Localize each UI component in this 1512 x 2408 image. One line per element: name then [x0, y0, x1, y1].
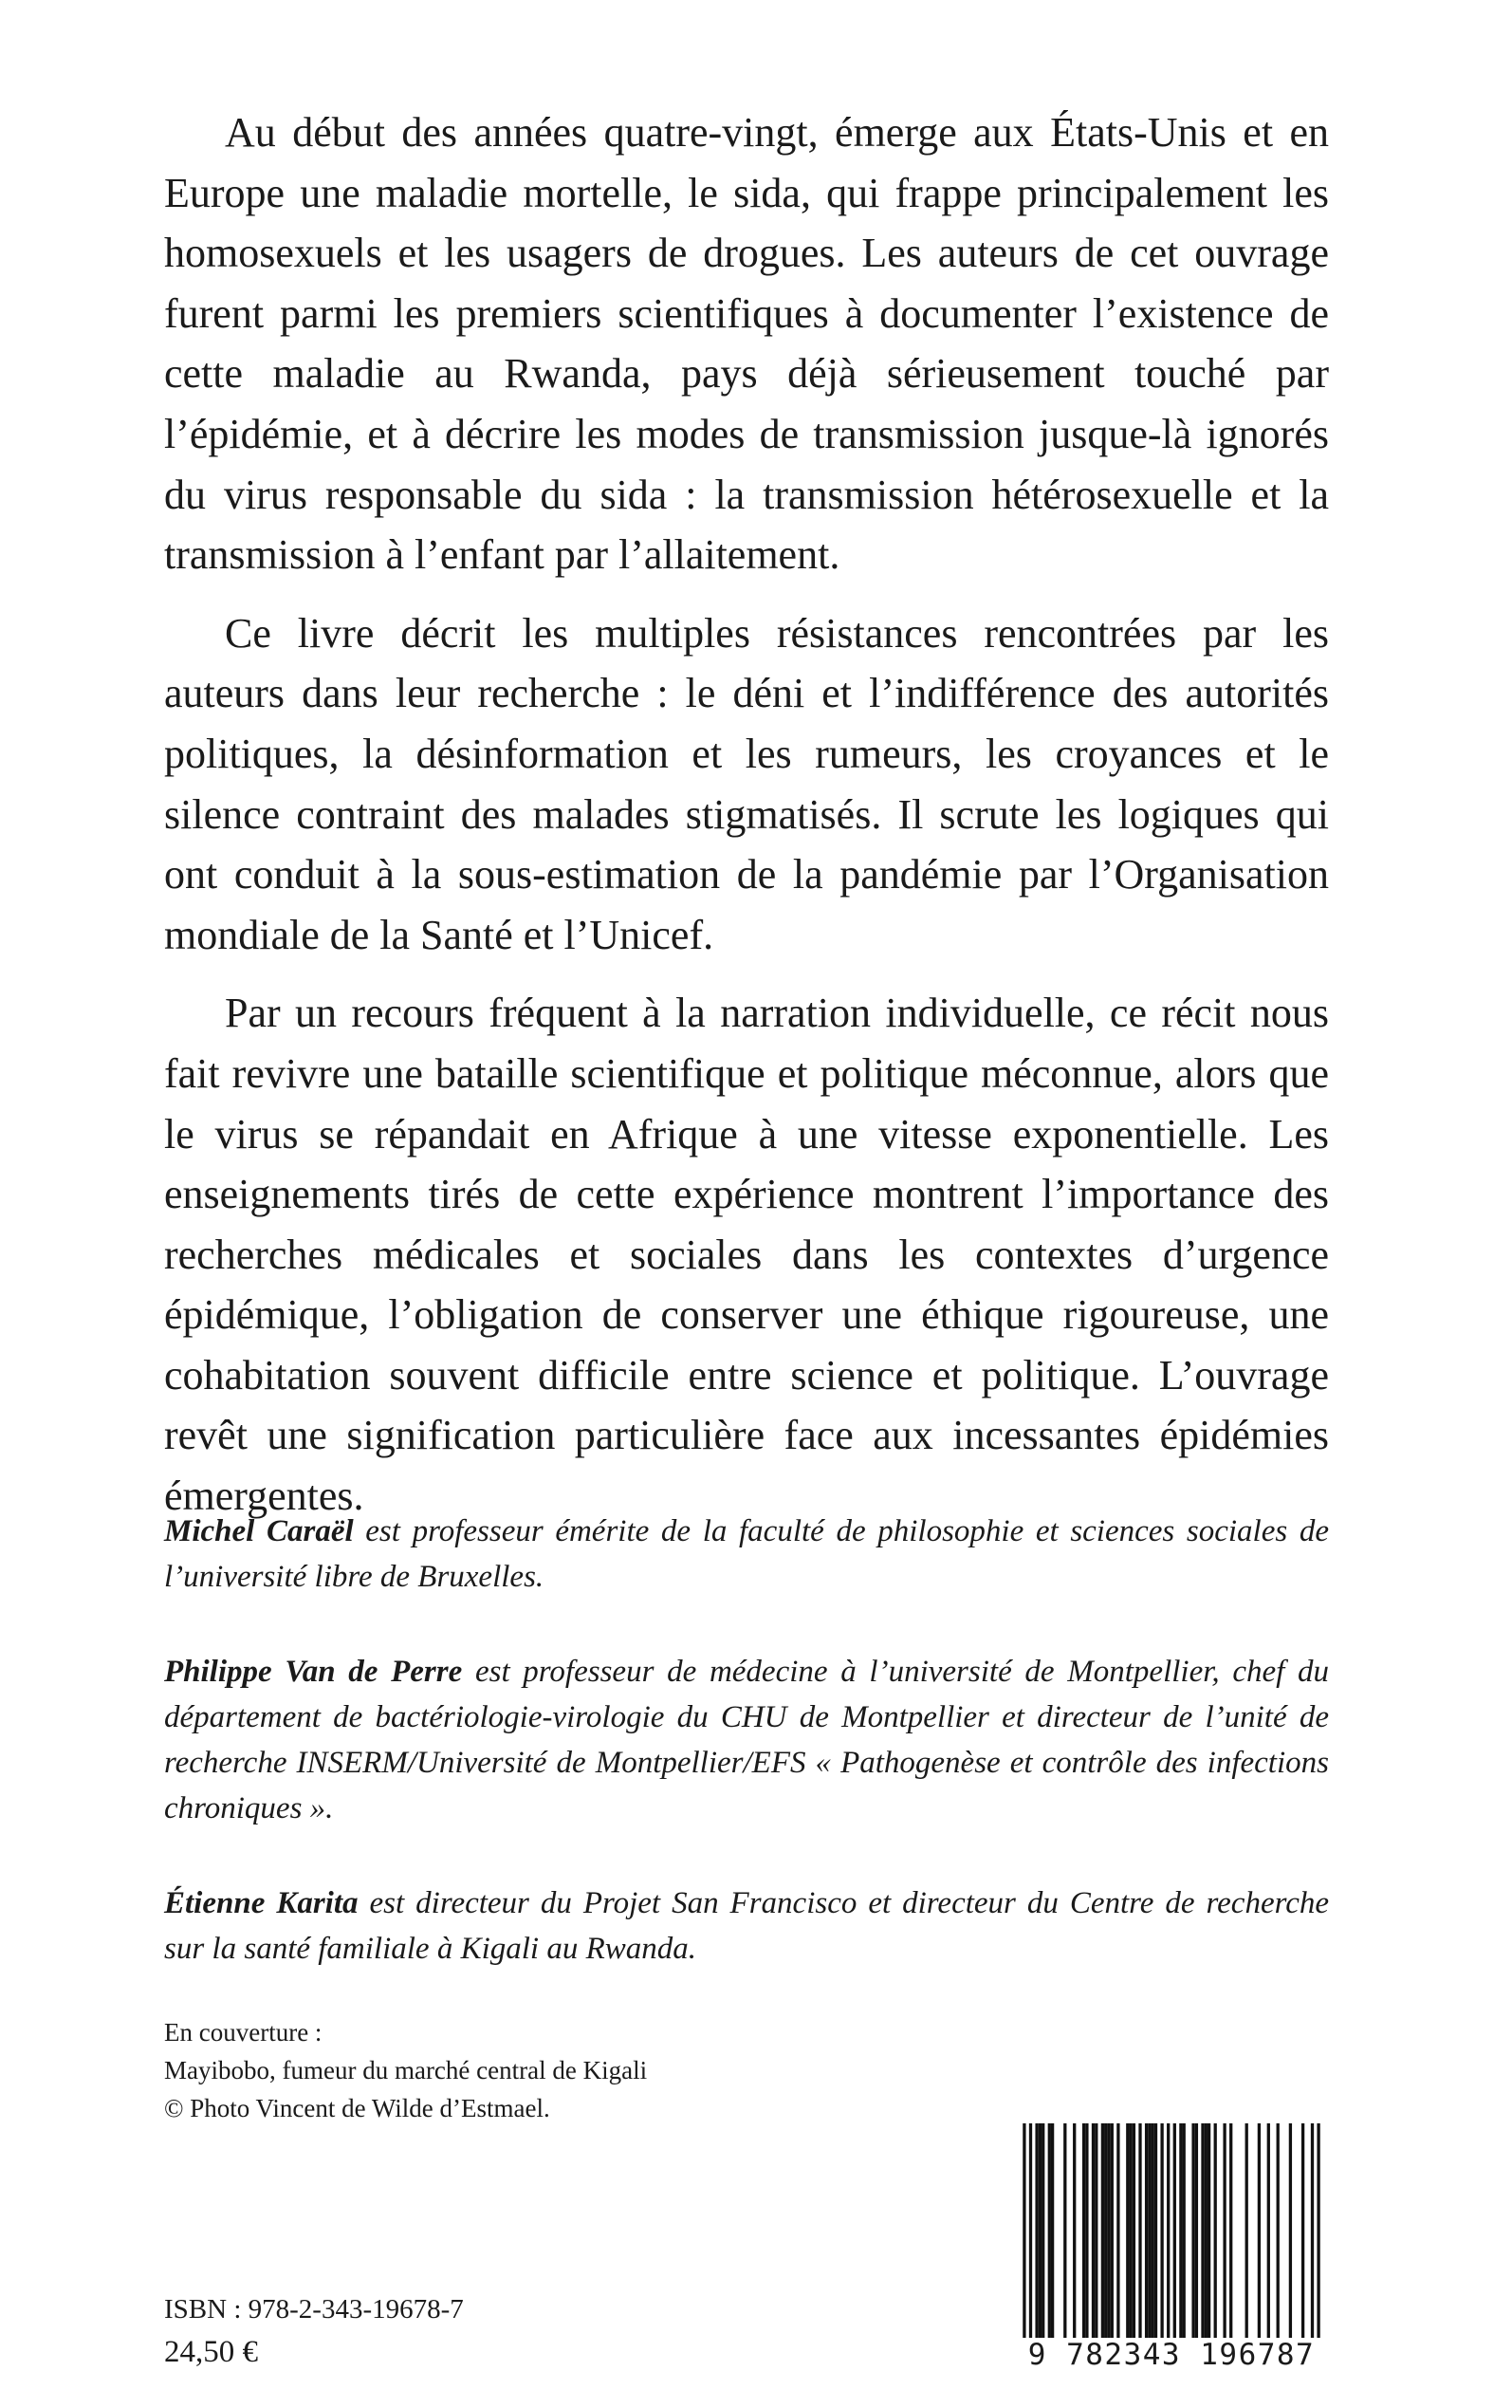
barcode-bar: [1095, 2123, 1097, 2338]
cover-credit-label: En couverture :: [164, 2018, 323, 2047]
blurb-paragraph-3: Par un recours fréquent à la narration individuelle, ce récit nous fait revivre une bataille scientifique et politique méconnue, alors que le virus se répandait en Afrique à une vitesse exponentielle. Les enseignements tirés de cette expérience montrent l’importance des recherches médicales et sociales dans les contextes d’urgence épidémique, l’obligation de conserver une éthique rigoureuse, une cohabitation souvent difficile entre science et politique. L’ouvrage revêt une signification particulière face aux incessantes épidémies émergentes.: [164, 990, 1329, 1520]
barcode-bar: [1138, 2123, 1141, 2338]
barcode-bar: [1126, 2123, 1129, 2338]
barcode-bar: [1301, 2123, 1304, 2338]
barcode-bar: [1208, 2123, 1210, 2338]
blurb-text: [164, 102, 1329, 1545]
barcode-bar: [1148, 2123, 1151, 2338]
barcode-guard-bar: [1311, 2123, 1314, 2351]
barcode-bar: [1267, 2123, 1270, 2338]
author-description: est professeur émérite de la faculté de philosophie et sciences sociales de l’université libre de Bruxelles.: [164, 1514, 1329, 1594]
cover-credit-caption: Mayibobo, fumeur du marché central de Kigali: [164, 2056, 648, 2084]
barcode-bar: [1063, 2123, 1066, 2338]
barcode-bar: [1277, 2123, 1280, 2338]
barcode-bar: [1039, 2123, 1042, 2338]
author-name: Michel Caraël: [164, 1514, 354, 1548]
barcode-bar: [1205, 2123, 1208, 2338]
barcode-bar: [1214, 2123, 1217, 2338]
cover-credit-photo: © Photo Vincent de Wilde d’Estmael.: [164, 2094, 550, 2122]
barcode-bar: [1082, 2123, 1085, 2338]
barcode-bar: [1035, 2123, 1038, 2338]
barcode-bar: [1245, 2123, 1248, 2338]
barcode-guard-bar: [1317, 2123, 1319, 2351]
blurb-paragraph-2: Ce livre décrit les multiples résistances rencontrées par les auteurs dans leur recherche : le déni et l’indifférence des autorités politiques, la désinformation et les rumeurs, les croyances et le silence contraint des malades stigmatisés. Il scrute les logiques qui ont conduit à la sous-estimation de la pandémie par l’Organisation mondiale de la Santé et l’Unicef.: [164, 609, 1329, 958]
barcode-bar: [1201, 2123, 1204, 2338]
price: 24,50 €: [164, 2335, 258, 2369]
author-bio-van-de-perre: [164, 1649, 1329, 1831]
barcode-bars: [1013, 2123, 1330, 2351]
barcode-guard-bar: [1023, 2123, 1025, 2351]
author-name: Étienne Karita: [164, 1886, 359, 1920]
barcode-bar: [1258, 2123, 1261, 2338]
barcode-bar: [1111, 2123, 1114, 2338]
barcode-bar: [1133, 2123, 1135, 2338]
barcode-bar: [1116, 2123, 1119, 2338]
barcode-guard-bar: [1167, 2123, 1170, 2351]
barcode-bar: [1085, 2123, 1088, 2338]
blurb-paragraph-1: Au début des années quatre-vingt, émerge aux États-Unis et en Europe une maladie mortelle, le sida, qui frappe principalement les homosexuels et les usagers de drogues. Les auteurs de cet ouvrage furent parmi les premiers scientifiques à documenter l’existence de cette maladie au Rwanda, pays déjà sérieusement touché par l’épidémie, et à décrire les modes de transmission jusque-là ignorés du virus responsable du sida : la transmission hétérosexuelle et la transmission à l’enfant par l’allaitement.: [164, 109, 1329, 579]
barcode-bar: [1195, 2123, 1198, 2338]
barcode-bar: [1229, 2123, 1232, 2338]
barcode-bar: [1154, 2123, 1157, 2338]
author-description: est directeur du Projet San Francisco et directeur du Centre de recherche sur la santé familiale à Kigali au Rwanda.: [164, 1886, 1329, 1966]
barcode-bar: [1042, 2123, 1044, 2338]
barcode-bar: [1145, 2123, 1148, 2338]
author-bio-carael: [164, 1509, 1329, 1600]
barcode-bar: [1051, 2123, 1054, 2338]
barcode-bar: [1223, 2123, 1226, 2338]
barcode-digits: 9 782343 196787: [1013, 2338, 1330, 2372]
barcode-guard-bar: [1029, 2123, 1032, 2351]
barcode-bar: [1092, 2123, 1095, 2338]
barcode-bar: [1101, 2123, 1104, 2338]
author-bio-karita: [164, 1880, 1329, 1972]
barcode-bar: [1191, 2123, 1194, 2338]
barcode-bar: [1104, 2123, 1107, 2338]
author-bios: [164, 1509, 1329, 2021]
barcode-bar: [1152, 2123, 1154, 2338]
barcode-bar: [1160, 2123, 1163, 2338]
author-description: est professeur de médecine à l’université de Montpellier, chef du département de bactériologie-virologie du CHU de Montpellier et directeur de l’unité de recherche INSERM/Université de Montpellier/EFS « Pathogenèse et contrôle des infections chroniques ».: [164, 1655, 1330, 1825]
barcode-bar: [1129, 2123, 1132, 2338]
barcode: [1013, 2123, 1330, 2376]
isbn-number: ISBN : 978-2-343-19678-7: [164, 2294, 464, 2325]
author-name: Philippe Van de Perre: [164, 1655, 463, 1689]
barcode-guard-bar: [1173, 2123, 1176, 2351]
barcode-bar: [1048, 2123, 1051, 2338]
cover-credit: [164, 2013, 828, 2127]
barcode-bar: [1289, 2123, 1292, 2338]
barcode-bar: [1179, 2123, 1182, 2338]
barcode-bar: [1183, 2123, 1186, 2338]
barcode-bar: [1073, 2123, 1076, 2338]
barcode-bar: [1107, 2123, 1110, 2338]
